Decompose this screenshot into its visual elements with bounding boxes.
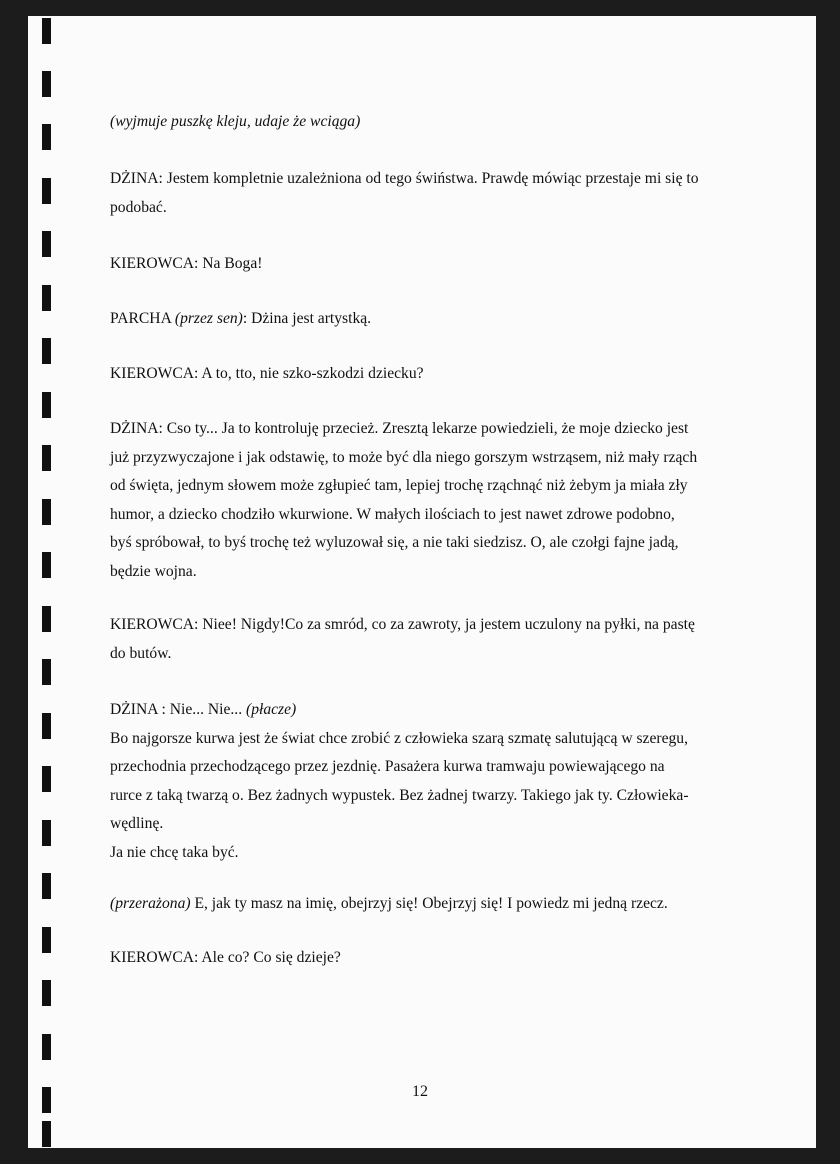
binding-hole bbox=[42, 338, 51, 364]
dialogue-text: A to, tto, nie szko-szkodzi dziecku? bbox=[201, 365, 424, 382]
dialogue-block bbox=[110, 415, 730, 586]
binding-hole bbox=[42, 606, 51, 632]
dialogue-line: podobać. bbox=[110, 198, 167, 216]
dialogue-line: Ja nie chcę taka być. bbox=[110, 843, 239, 861]
dialogue-line bbox=[110, 165, 730, 194]
dialogue-line bbox=[110, 611, 730, 640]
direction-text: (wyjmuje puszkę kleju, udaje że wciąga) bbox=[110, 113, 361, 130]
stage-direction: (przerażona) bbox=[110, 895, 191, 912]
binding-hole bbox=[42, 18, 51, 44]
dialogue-text: Nie... Nie... bbox=[169, 701, 243, 718]
speaker-name: KIEROWCA: bbox=[110, 255, 199, 272]
dialogue-text: Niee! Nigdy!Co za smród, co za zawroty, ja jestem uczulony na pyłki, na pastę bbox=[202, 616, 695, 633]
page-number: 12 bbox=[412, 1083, 428, 1100]
dialogue-line: Bo najgorsze kurwa jest że świat chce zrobić z człowieka szarą szmatę salutującą w szeregu, bbox=[110, 729, 688, 747]
stage-direction bbox=[110, 108, 730, 137]
dialogue-line: rurce z taką twarzą o. Bez żadnych wypustek. Bez żadnej twarzy. Takiego jak ty. Człowieka- bbox=[110, 786, 689, 804]
binding-hole bbox=[42, 124, 51, 150]
stage-direction: (przez sen) bbox=[174, 310, 243, 327]
dialogue-block bbox=[110, 890, 730, 919]
binding-hole bbox=[42, 285, 51, 311]
punctuation: : bbox=[242, 310, 248, 327]
binding-hole bbox=[42, 499, 51, 525]
binding-hole bbox=[42, 71, 51, 97]
binding-hole bbox=[42, 445, 51, 471]
dialogue-line: już przyzwyczajone i jak odstawię, to może być dla niego gorszym wstrząsem, niż mały rząch bbox=[110, 448, 698, 466]
dialogue-block bbox=[110, 611, 730, 668]
dialogue-block bbox=[110, 696, 730, 867]
binding-hole bbox=[42, 766, 51, 792]
dialogue-block bbox=[110, 360, 730, 389]
dialogue-line: do butów. bbox=[110, 644, 172, 662]
binding-hole bbox=[42, 820, 51, 846]
speaker-name: KIEROWCA: bbox=[110, 365, 199, 382]
binding-hole bbox=[42, 231, 51, 257]
dialogue-line bbox=[110, 305, 730, 334]
dialogue-line bbox=[110, 696, 730, 725]
dialogue-line bbox=[110, 944, 730, 973]
dialogue-block bbox=[110, 165, 730, 222]
dialogue-line: humor, a dziecko chodziło wkurwione. W małych ilościach to jest nawet zdrowe podobno, bbox=[110, 505, 675, 523]
dialogue-block bbox=[110, 305, 730, 334]
dialogue-line: byś spróbował, to byś trochę też wyluzował się, a nie taki siedzisz. O, ale czołgi fajne jadą, bbox=[110, 534, 679, 551]
binding-hole bbox=[42, 392, 51, 418]
binding-hole bbox=[42, 927, 51, 953]
speaker-name: DŻINA: bbox=[110, 420, 163, 437]
dialogue-text: Ale co? Co się dzieje? bbox=[201, 949, 341, 966]
dialogue-line bbox=[110, 250, 730, 279]
speaker-name: KIEROWCA: bbox=[110, 616, 199, 633]
speaker-name: PARCHA bbox=[110, 310, 171, 327]
speaker-name: KIEROWCA: bbox=[110, 949, 199, 966]
dialogue-text: Jestem kompletnie uzależniona od tego świństwa. Prawdę mówiąc przestaje mi się to bbox=[166, 170, 699, 187]
binding-hole bbox=[42, 713, 51, 739]
dialogue-line: od święta, jednym słowem może zgłupieć tam, lepiej trochę rząchnąć niż żebym ja miała zły bbox=[110, 477, 688, 494]
dialogue-line bbox=[110, 890, 730, 919]
dialogue-text: Cso ty... Ja to kontroluję przecież. Zresztą lekarze powiedzieli, że moje dziecko jest bbox=[166, 420, 689, 437]
dialogue-line: będzie wojna. bbox=[110, 562, 197, 580]
dialogue-line: wędlinę. bbox=[110, 815, 164, 832]
dialogue-text: Dżina jest artystką. bbox=[251, 310, 372, 327]
dialogue-block bbox=[110, 250, 730, 279]
stage-direction: (płacze) bbox=[246, 701, 297, 718]
binding-hole bbox=[42, 659, 51, 685]
dialogue-block bbox=[110, 944, 730, 973]
dialogue-line bbox=[110, 415, 730, 444]
dialogue-text: Na Boga! bbox=[202, 255, 263, 272]
binding-hole bbox=[42, 178, 51, 204]
binding-hole bbox=[42, 873, 51, 899]
binding-hole bbox=[42, 980, 51, 1006]
dialogue-line bbox=[110, 360, 730, 389]
dialogue-line: przechodnia przechodzącego przez jezdnię. Pasażera kurwa tramwaju powiewającego na bbox=[110, 758, 665, 775]
binding-hole bbox=[42, 1034, 51, 1060]
speaker-name: DŻINA : bbox=[110, 701, 166, 718]
binding-hole bbox=[42, 552, 51, 578]
speaker-name: DŻINA: bbox=[110, 170, 163, 187]
binding-hole bbox=[42, 1121, 51, 1147]
dialogue-text: E, jak ty masz na imię, obejrzyj się! Obejrzyj się! I powiedz mi jedną rzecz. bbox=[194, 895, 668, 912]
